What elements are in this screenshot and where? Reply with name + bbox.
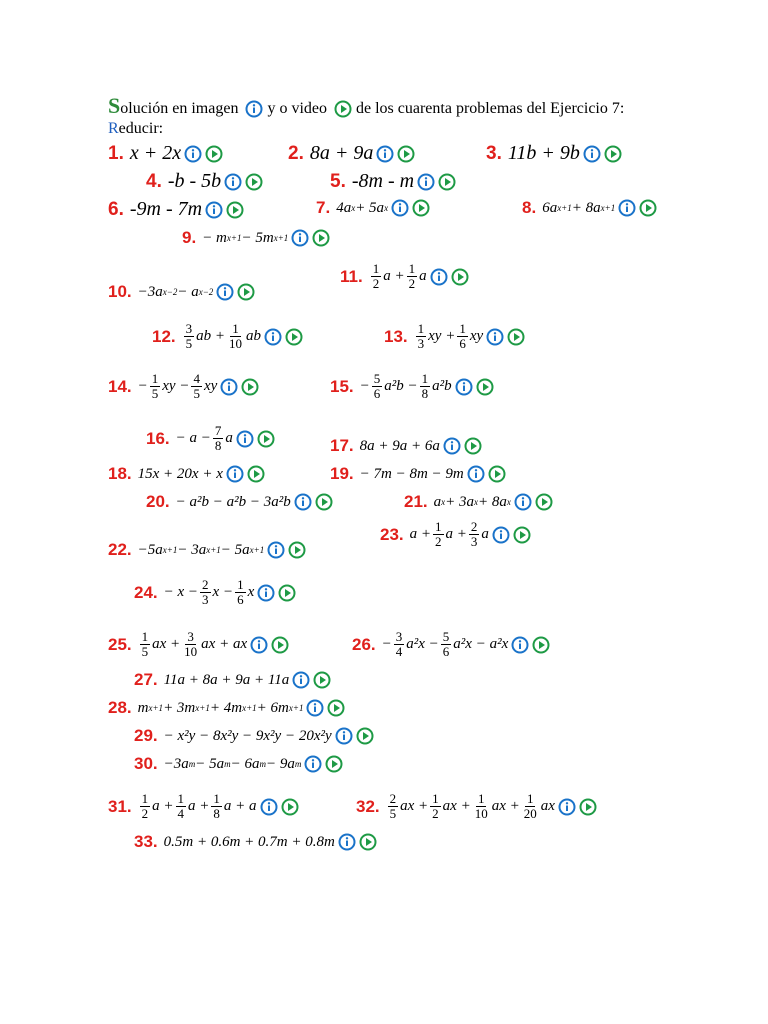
info-icon[interactable] xyxy=(306,699,324,717)
play-icon[interactable] xyxy=(476,378,494,396)
problem-item xyxy=(182,228,330,248)
problem-number: 15. xyxy=(330,376,354,396)
problem-number: 27. xyxy=(134,670,158,689)
problem-expression: − x²y − 8x²y − 9x²y − 20x²y xyxy=(163,727,332,744)
info-icon[interactable] xyxy=(618,199,636,217)
problem-number: 14. xyxy=(108,376,132,396)
problem-expression: − $\frac{5}{6}$ a²b − $\frac{1}{8}$ a²b xyxy=(359,371,452,401)
play-icon[interactable] xyxy=(535,493,553,511)
problem-expression: − $\frac{1}{5}$ xy − $\frac{4}{5}$ xy xyxy=(137,371,218,401)
problem-number: 31. xyxy=(108,796,132,816)
problem-number: 28. xyxy=(108,698,132,717)
problem-item xyxy=(356,792,597,821)
problem-number: 32. xyxy=(356,796,380,816)
problem-number: 13. xyxy=(384,326,408,346)
play-icon[interactable] xyxy=(312,229,330,247)
info-icon[interactable] xyxy=(455,378,473,396)
play-icon[interactable] xyxy=(359,833,377,851)
play-icon[interactable] xyxy=(579,798,597,816)
problem-number: 26. xyxy=(352,634,376,654)
intro-initial: S xyxy=(108,93,121,118)
info-icon[interactable] xyxy=(514,493,532,511)
problem-number: 5. xyxy=(330,170,346,192)
problem-expression: $\frac{1}{3}$ xy + $\frac{1}{6}$ xy xyxy=(417,321,484,351)
problem-number: 23. xyxy=(380,524,404,544)
problem-item xyxy=(108,282,255,302)
problem-item xyxy=(108,540,306,560)
info-icon[interactable] xyxy=(338,833,356,851)
problem-expression: $\frac{1}{2}$ a + $\frac{1}{2}$ a xyxy=(372,261,427,291)
info-icon[interactable] xyxy=(260,798,278,816)
play-icon[interactable] xyxy=(356,727,374,745)
problem-item xyxy=(146,424,275,453)
problem-expression: 11b + 9b xyxy=(507,142,580,164)
play-icon[interactable] xyxy=(327,699,345,717)
problem-item xyxy=(108,792,299,821)
problem-item xyxy=(352,630,550,659)
info-icon[interactable] xyxy=(304,755,322,773)
problem-number: 12. xyxy=(152,326,176,346)
play-icon[interactable] xyxy=(488,465,506,483)
intro-text-c: de los cuarenta problemas del Ejercicio 7: xyxy=(355,100,625,117)
problem-number: 7. xyxy=(316,198,331,217)
problem-expression: -8m - m xyxy=(351,170,415,192)
play-icon[interactable] xyxy=(226,201,244,219)
instruction-initial: R xyxy=(108,120,119,137)
problem-item xyxy=(134,832,377,852)
problem-expression: 0.5m + 0.6m + 0.7m + 0.8m xyxy=(163,833,335,850)
problem-item xyxy=(134,670,331,690)
info-icon[interactable] xyxy=(335,727,353,745)
problem-expression: x + 2x xyxy=(129,142,182,164)
info-icon[interactable] xyxy=(294,493,312,511)
problem-expression: − x − $\frac{2}{3}$ x − $\frac{1}{6}$ x xyxy=(163,577,255,607)
info-icon[interactable] xyxy=(492,526,510,544)
problem-number: 24. xyxy=(134,582,158,602)
problem-number: 10. xyxy=(108,282,132,301)
play-icon[interactable] xyxy=(451,268,469,286)
problem-expression: − $\frac{3}{4}$ a²x − $\frac{5}{6}$ a²x − a²x xyxy=(381,629,509,659)
play-icon[interactable] xyxy=(271,636,289,654)
info-icon[interactable] xyxy=(226,465,244,483)
problem-number: 8. xyxy=(522,198,537,217)
problem-item xyxy=(486,142,622,165)
problem-expression: − a − $\frac{7}{8}$ a xyxy=(175,423,233,453)
problem-number: 22. xyxy=(108,540,132,559)
problem-expression: a x + 3a x + 8a x xyxy=(433,493,511,510)
problem-item xyxy=(134,754,343,774)
info-icon[interactable] xyxy=(391,199,409,217)
info-icon[interactable] xyxy=(224,173,242,191)
intro-line xyxy=(108,93,625,119)
play-icon[interactable] xyxy=(334,100,352,118)
problem-expression: -b - 5b xyxy=(167,170,222,192)
problem-expression: -9m - 7m xyxy=(129,198,203,220)
problem-number: 20. xyxy=(146,492,170,511)
play-icon[interactable] xyxy=(397,145,415,163)
problem-item xyxy=(134,726,374,746)
info-icon[interactable] xyxy=(376,145,394,163)
info-icon[interactable] xyxy=(291,229,309,247)
problem-number: 17. xyxy=(330,436,354,455)
problem-item xyxy=(108,372,259,401)
info-icon[interactable] xyxy=(511,636,529,654)
problem-expression: − 7m − 8m − 9m xyxy=(359,465,464,482)
problem-number: 3. xyxy=(486,142,502,164)
info-icon[interactable] xyxy=(417,173,435,191)
play-icon[interactable] xyxy=(237,283,255,301)
problem-item xyxy=(134,578,296,607)
instruction-text: educir: xyxy=(118,120,164,137)
problem-expression: 6a x+1 + 8a x+1 xyxy=(542,199,616,216)
info-icon[interactable] xyxy=(292,671,310,689)
instruction xyxy=(108,120,163,138)
problem-expression: 11a + 8a + 9a + 11a xyxy=(163,671,290,688)
play-icon[interactable] xyxy=(507,328,525,346)
problem-item xyxy=(288,142,415,165)
problem-number: 4. xyxy=(146,170,162,192)
info-icon[interactable] xyxy=(205,201,223,219)
problem-expression: −3a x−2 − a x−2 xyxy=(137,283,214,300)
info-icon[interactable] xyxy=(583,145,601,163)
problem-expression: − a²b − a²b − 3a²b xyxy=(175,493,291,510)
play-icon[interactable] xyxy=(315,493,333,511)
problem-expression: − m x+1 − 5m x+1 xyxy=(202,229,289,246)
problem-item xyxy=(330,436,482,456)
info-icon[interactable] xyxy=(558,798,576,816)
problem-number: 16. xyxy=(146,428,170,448)
problem-item xyxy=(522,198,657,218)
problem-item xyxy=(330,464,506,484)
problem-item xyxy=(108,630,289,659)
problem-number: 33. xyxy=(134,832,158,851)
problem-expression: $\frac{3}{5}$ ab + $\frac{1}{10}$ ab xyxy=(185,321,262,351)
info-icon[interactable] xyxy=(430,268,448,286)
play-icon[interactable] xyxy=(245,173,263,191)
problem-number: 6. xyxy=(108,198,124,220)
problem-expression: −5a x+1 − 3a x+1 − 5a x+1 xyxy=(137,541,265,558)
intro-text-b: y o video xyxy=(267,100,327,117)
problem-item xyxy=(380,520,531,549)
problem-number: 2. xyxy=(288,142,304,164)
problem-number: 19. xyxy=(330,464,354,483)
problem-item xyxy=(108,464,265,484)
play-icon[interactable] xyxy=(288,541,306,559)
problem-item xyxy=(146,170,263,193)
play-icon[interactable] xyxy=(278,584,296,602)
problem-item xyxy=(316,198,430,218)
info-icon[interactable] xyxy=(264,328,282,346)
play-icon[interactable] xyxy=(412,199,430,217)
problem-item xyxy=(404,492,553,512)
info-icon[interactable] xyxy=(250,636,268,654)
problem-item xyxy=(108,698,345,718)
info-icon[interactable] xyxy=(467,465,485,483)
play-icon[interactable] xyxy=(604,145,622,163)
problem-expression: 8a + 9a + 6a xyxy=(359,437,440,454)
play-icon[interactable] xyxy=(247,465,265,483)
info-icon[interactable] xyxy=(267,541,285,559)
problem-expression: $\frac{1}{5}$ ax + $\frac{3}{10}$ ax + ax xyxy=(141,629,248,659)
play-icon[interactable] xyxy=(205,145,223,163)
play-icon[interactable] xyxy=(285,328,303,346)
problem-expression: 8a + 9a xyxy=(309,142,374,164)
info-icon[interactable] xyxy=(245,100,263,118)
problem-number: 29. xyxy=(134,726,158,745)
play-icon[interactable] xyxy=(313,671,331,689)
problem-expression: $\frac{1}{2}$ a + $\frac{1}{4}$ a + $\frac{1}{8}$ a + a xyxy=(141,791,257,821)
play-icon[interactable] xyxy=(532,636,550,654)
intro-text-a: olución en imagen xyxy=(120,100,239,117)
problem-number: 30. xyxy=(134,754,158,773)
problem-expression: m x+1 + 3m x+1 + 4m x+1 + 6m x+1 xyxy=(137,699,304,716)
info-icon[interactable] xyxy=(236,430,254,448)
problem-number: 9. xyxy=(182,228,197,247)
problem-item xyxy=(152,322,303,351)
info-icon[interactable] xyxy=(257,584,275,602)
play-icon[interactable] xyxy=(464,437,482,455)
play-icon[interactable] xyxy=(639,199,657,217)
play-icon[interactable] xyxy=(438,173,456,191)
problem-number: 25. xyxy=(108,634,132,654)
play-icon[interactable] xyxy=(241,378,259,396)
problem-number: 18. xyxy=(108,464,132,483)
play-icon[interactable] xyxy=(325,755,343,773)
play-icon[interactable] xyxy=(513,526,531,544)
problem-item xyxy=(146,492,333,512)
problem-item xyxy=(340,262,469,291)
info-icon[interactable] xyxy=(216,283,234,301)
problem-item xyxy=(108,198,244,221)
problem-number: 21. xyxy=(404,492,428,511)
problem-expression: 15x + 20x + x xyxy=(137,465,223,482)
problem-expression: $\frac{2}{5}$ ax + $\frac{1}{2}$ ax + $\frac{1}{10}$ ax + $\frac{1}{20}$ ax xyxy=(389,791,555,821)
problem-expression: −3a m − 5a m − 6a m − 9a m xyxy=(163,755,302,772)
problem-expression: a + $\frac{1}{2}$ a + $\frac{2}{3}$ a xyxy=(409,519,489,549)
problem-item xyxy=(108,142,223,165)
info-icon[interactable] xyxy=(486,328,504,346)
problem-number: 1. xyxy=(108,142,124,164)
problem-item xyxy=(330,170,456,193)
problem-item xyxy=(330,372,494,401)
info-icon[interactable] xyxy=(184,145,202,163)
info-icon[interactable] xyxy=(220,378,238,396)
problem-item xyxy=(384,322,525,351)
play-icon[interactable] xyxy=(257,430,275,448)
info-icon[interactable] xyxy=(443,437,461,455)
problem-expression: 4a x + 5a x xyxy=(336,199,389,216)
play-icon[interactable] xyxy=(281,798,299,816)
problem-number: 11. xyxy=(340,266,363,286)
